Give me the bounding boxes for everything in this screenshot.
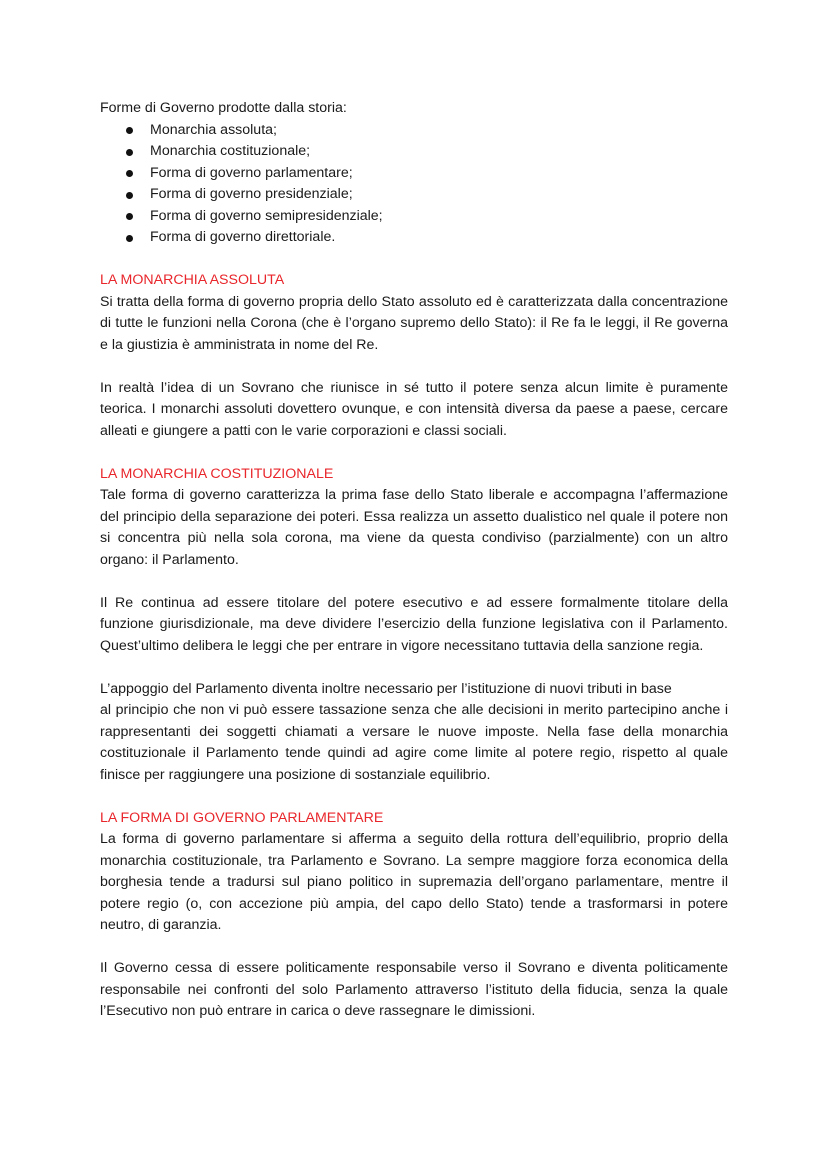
forms-of-government-list: [100, 120, 728, 249]
section-heading: LA FORMA DI GOVERNO PARLAMENTARE: [100, 809, 384, 826]
list-item: [100, 206, 728, 228]
bullet-icon: [126, 235, 133, 242]
document-page: [100, 98, 728, 1023]
intro-text: Forme di Governo prodotte dalla storia:: [100, 100, 347, 116]
list-item-label: Forma di governo parlamentare;: [150, 164, 353, 181]
paragraph: L’appoggio del Parlamento diventa inoltre necessario per l’istituzione di nuovi tributi in base: [100, 680, 672, 697]
paragraph: La forma di governo parlamentare si afferma a seguito della rottura dell’equilibrio, proprio della monarchia costituzionale, tra Parlamento e Sovrano. La sempre maggiore forza economica della borghesia tende a tradursi sul piano politico in supremazia dell’organo parlamentare, mentre il potere regio (o, con accezione più ampia, del capo dello Stato) tende a trasformarsi in potere neutro, di garanzia.: [100, 831, 728, 933]
bullet-icon: [126, 170, 133, 177]
bullet-icon: [126, 192, 133, 199]
list-item-label: Monarchia costituzionale;: [150, 143, 311, 159]
paragraph: Il Governo cessa di essere politicamente responsabile verso il Sovrano e diventa politicamente responsabile nei confronti del solo Parlamento attraverso l’istituto della fiducia, senza la quale l’Esecutivo non può entrare in carica o deve rassegnare le dimissioni.: [100, 960, 728, 1019]
bullet-icon: [126, 127, 133, 134]
list-item: [100, 141, 728, 163]
paragraph: Si tratta della forma di governo propria dello Stato assoluto ed è caratterizzata dalla concentrazione di tutte le funzioni nella Corona (che è l’organo supremo dello Stato): il Re fa le leggi, il Re governa e la giustizia è amministrata in nome del Re.: [100, 293, 728, 353]
list-item: [100, 184, 728, 206]
paragraph: Il Re continua ad essere titolare del potere esecutivo e ad essere formalmente titolare della funzione giurisdizionale, ma deve dividere l’esercizio della funzione legislativa con il Parlamento. Quest’ultimo delibera le leggi che per entrare in vigore necessitano tuttavia della sanzione regia.: [100, 594, 728, 654]
paragraph: al principio che non vi può essere tassazione senza che alle decisioni in merito partecipino anche i rappresentanti dei soggetti chiamati a versare le nuove imposte. Nella fase della monarchia costituzionale il Parlamento tende quindi ad agire come limite al potere regio, rispetto al quale finisce per raggiungere una posizione di sostanziale equilibrio.: [100, 702, 728, 783]
section-heading: LA MONARCHIA ASSOLUTA: [100, 272, 285, 288]
paragraph: Tale forma di governo caratterizza la prima fase dello Stato liberale e accompagna l’affermazione del principio della separazione dei poteri. Essa realizza un assetto dualistico nel quale il potere non si concentra più nella sola corona, ma viene da questa condiviso (parzialmente) con un altro organo: il Parlamento.: [100, 487, 728, 568]
paragraph: In realtà l’idea di un Sovrano che riunisce in sé tutto il potere senza alcun limite è puramente teorica. I monarchi assoluti dovettero ovunque, e con intensità diversa da paese a paese, cercare alleati e giungere a patti con le varie corporazioni e classi sociali.: [100, 379, 728, 439]
bullet-icon: [126, 213, 133, 220]
list-item: [100, 163, 728, 185]
list-item-label: Forma di governo presidenziale;: [150, 186, 353, 202]
list-item: [100, 120, 728, 142]
list-item-label: Forma di governo direttoriale.: [150, 229, 336, 245]
list-item-label: Monarchia assoluta;: [150, 121, 277, 138]
list-item: [100, 227, 728, 249]
list-item-label: Forma di governo semipresidenziale;: [150, 207, 383, 224]
section-monarchia-assoluta: [100, 270, 728, 442]
section-governo-parlamentare: [100, 808, 728, 1023]
bullet-icon: [126, 149, 133, 156]
section-monarchia-costituzionale: [100, 464, 728, 787]
section-heading: LA MONARCHIA COSTITUZIONALE: [100, 465, 334, 482]
